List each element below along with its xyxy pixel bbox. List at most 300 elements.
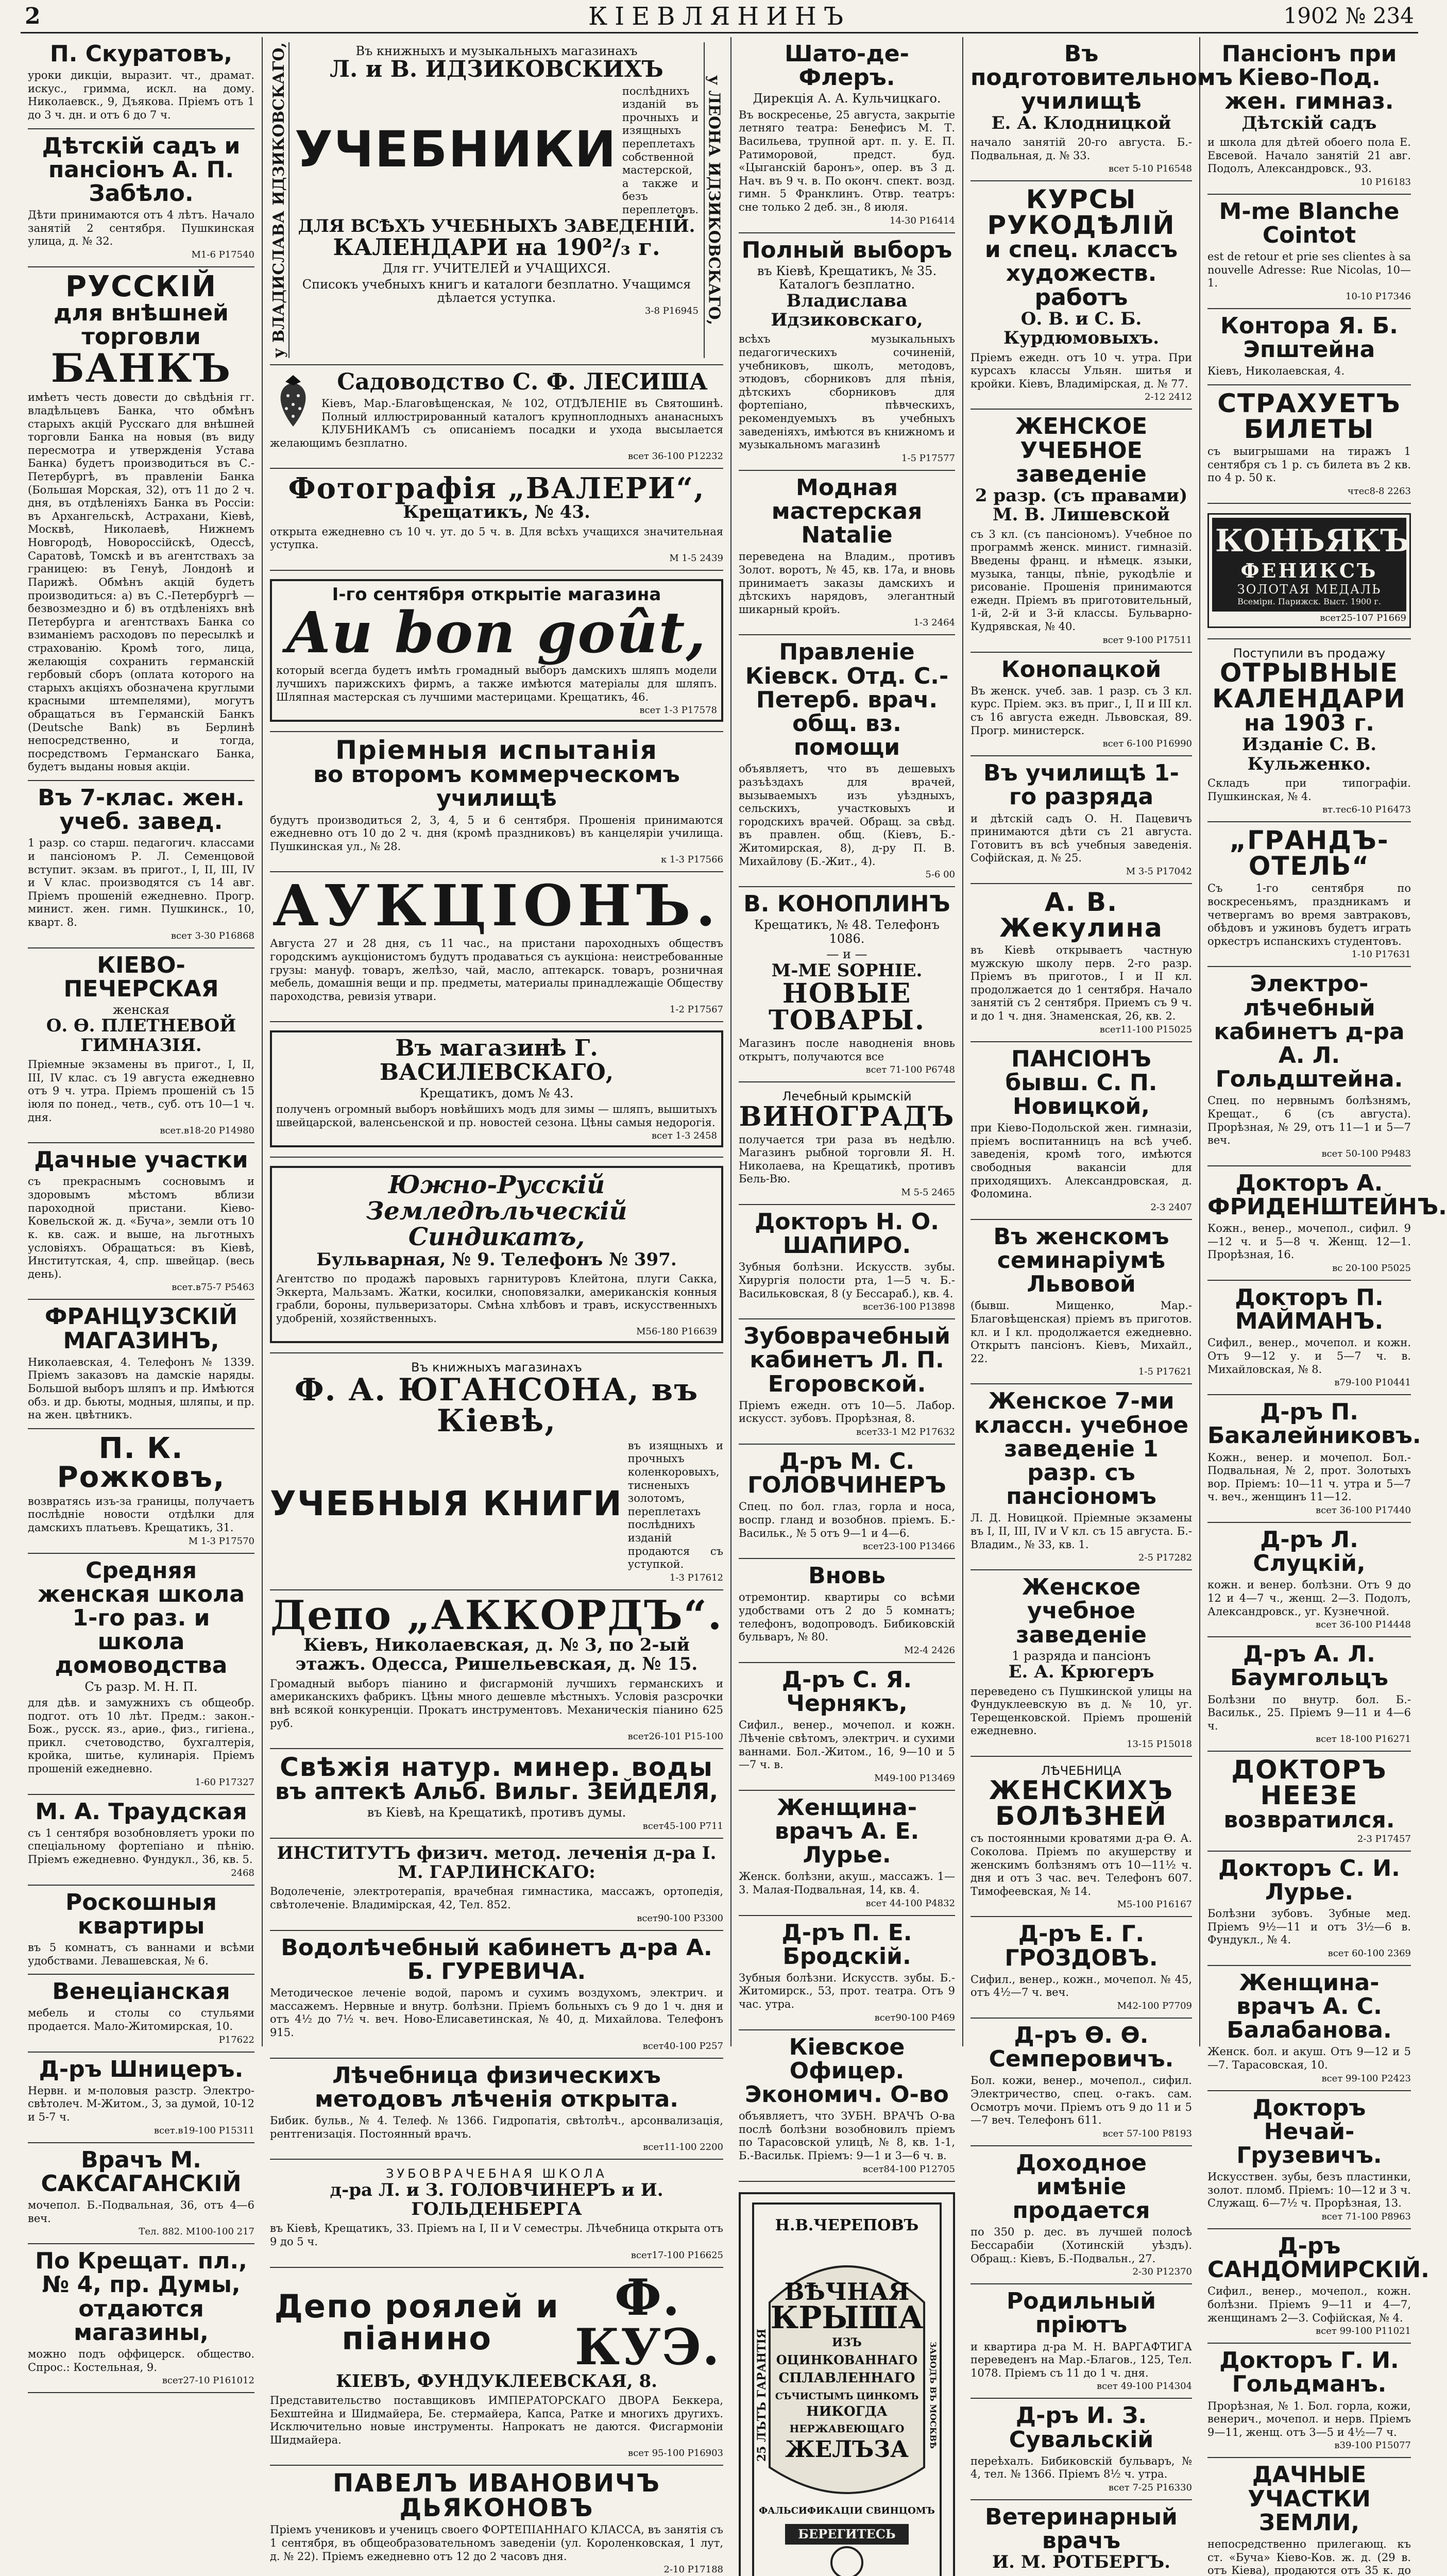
ad-text: Кіевъ, Мар.-Благовѣщенская, № 102, ОТДѢЛЕНІЕ въ Святошинѣ. Полный иллюстрированный каталогъ крупноплодныхъ ананасныхъ КЛУБНИКАМЪ съ описаніемъ посадки и ухода высылается желающимъ безплатно. — [270, 397, 723, 449]
strawberry-icon — [270, 372, 316, 429]
ad-code: 1-3 Р17612 — [669, 1572, 723, 1583]
ad-block — [971, 37, 1233, 181]
ad-text: и школа для дѣтей обоего пола Е. Евсевой. Начало занятій 21 авг. Подолъ, Александровск., 93. — [1207, 135, 1411, 175]
ad-heading: Пансіонъ при Кіево-Под. жен. гимназ. — [1221, 41, 1397, 115]
ad-text: и дѣтскій садъ О. Н. Пацевичъ принимаются дѣти съ 21 августа. Готовитъ въ всѣ учебныя заведенія. Софійская, д. № 25. — [971, 812, 1192, 865]
ad-block — [28, 129, 254, 267]
ad-heading: И. М. РОТБЕРГЪ. — [992, 2552, 1170, 2573]
ad-line: Для гг. УЧИТЕЛЕЙ и УЧАЩИХСЯ. — [382, 261, 611, 276]
ad-heading: Д-ръ САНДОМИРСКІЙ. — [1207, 2232, 1429, 2283]
ad-johanson-books — [270, 1353, 723, 1590]
ad-heading: Д-ръ М. С. ГОЛОВЧИНЕРЪ — [747, 1448, 946, 1499]
ad-code: всет 57-100 Р8193 — [1102, 2128, 1192, 2139]
masthead — [21, 0, 1418, 33]
ad-text: Бол. кожи, венер., мочепол., сифил. Электричество, спец. о-гакъ. сам. Осмотръ мочи. Пріемъ отъ 9 до 11 и 5—7 веч. Телефонъ 611. — [971, 2074, 1192, 2127]
ad-heading: Въ 7-клас. жен. учеб. завед. — [38, 785, 245, 835]
ad-heading: Докторъ Г. И. Гольдманъ. — [1219, 2347, 1399, 2398]
ad-text: открыта ежедневно съ 10 ч. ут. до 5 ч. в. Для всѣхъ учащихся значительная уступка. — [270, 525, 723, 551]
ad-text: который всегда будетъ имѣть громадный выборъ дамскихъ шляпъ модели лучшихъ парижскихъ фирмъ, а также имѣются матеріалы для шляпъ. Шляпная мастерская съ лучшими мастерицами. Крещатикъ, 46. — [276, 664, 717, 703]
ad-heading: Д-ръ П. Бакалейниковъ. — [1207, 1399, 1421, 1449]
ad-code: 1-5 Р17577 — [901, 452, 955, 464]
ad-accord-depot — [270, 1590, 723, 1749]
ad-block — [28, 37, 254, 129]
ad-text: получается три раза въ недѣлю. Магазинъ рыбной торговли Я. Н. Николаева, на Крещатикѣ, противъ Бель-Вю. — [739, 1133, 955, 1185]
ad-code: М42-100 Р7709 — [1117, 2001, 1192, 2012]
ad-big-word: Au bon goût, — [286, 599, 707, 666]
columns — [21, 37, 1447, 2576]
ad-text: Пріемъ ежедн. отъ 10—5. Лабор. искусст. зубовъ. Прорѣзная, 8. — [739, 1399, 955, 1425]
ad-text: по 350 р. дес. въ лучшей полосѣ Бессарабіи (Хотинскій уѣздъ). Обращ.: Кіевъ, Б.-Подвальн., 27. — [971, 2226, 1192, 2265]
ad-code: М 1-5 2439 — [669, 552, 723, 564]
ad-block — [739, 1082, 955, 1205]
ad-big-word: „ГРАНДЪ-ОТЕЛЬ“ — [1229, 825, 1389, 882]
ad-block — [1207, 504, 1411, 639]
ad-code: 2-3 2407 — [1150, 1201, 1192, 1213]
ad-code: М2-4 2426 — [904, 1645, 955, 1656]
ad-heading: Д-ръ Е. Г. ГРОЗДОВЪ. — [1005, 1921, 1158, 1971]
ad-code: 1-10 Р17631 — [1351, 949, 1411, 960]
ad-big-word: КУРСЫ РУКОДѢЛІЙ — [987, 184, 1176, 241]
ad-heading: О. В. и С. Б. Курдюмовыхъ. — [1003, 308, 1160, 349]
ad-line: 1 разряда и пансіонъ — [1012, 1648, 1151, 1663]
ad-code: 2-12 2412 — [1145, 392, 1192, 403]
ad-code: всет 60-100 2369 — [1327, 1947, 1411, 1959]
ad-heading: Родильный пріютъ — [1007, 2288, 1156, 2338]
poster-text: ИЗЪ — [832, 2335, 862, 2349]
ad-heading: Женщина-врачъ А. С. Балабанова. — [1227, 1969, 1392, 2044]
ad-text: въ Кіевѣ, Крещатикъ, 33. Пріемъ на I, II и V семестры. Лѣчебница открыта отъ 9 до 5 ч. — [270, 2222, 723, 2248]
ad-text: въ 5 комнатъ, съ ваннами и всѣми удобствами. Левашевская, № 6. — [28, 1941, 254, 1967]
ad-heading: В. КОНОПЛИНЪ — [743, 891, 950, 918]
ad-text: 1 разр. со старш. педагогич. классами и пансіономъ Р. Л. Семенцовой вступит. экзам. въ пригот., I, II, III, IV и V клас. производятся съ 14 авг. Пріемъ прошеній ежедневно. Прогр. минист. жен. гимн. Пушкинск., 10, кварт. 8. — [28, 837, 254, 929]
ad-heading: ДЛЯ ВСѢХЪ УЧЕБНЫХЪ ЗАВЕДЕНІЙ. — [298, 215, 695, 236]
ad-heading: Женщина-врачъ А. Е. Лурье. — [774, 1794, 920, 1869]
ad-block — [739, 471, 955, 636]
ad-code: всет27-10 Р161012 — [162, 2375, 254, 2386]
ad-block — [1207, 385, 1411, 504]
ad-text: Прорѣзная, № 1. Бол. горла, кожи, венерич., мочепол. и нерв. Пріемъ 9—11, женщ. отъ 3—5 и 4½—7 ч. — [1207, 2399, 1411, 2438]
ad-line: Кіевъ, Николаевская, д. № 3, по 2-ый этажъ. Одесса, Ришельевская, д. № 15. — [295, 1634, 698, 1675]
ad-code: всет.в75-7 Р5463 — [172, 1282, 254, 1293]
ad-block — [1207, 2458, 1411, 2576]
ad-code: 1-2 Р17567 — [669, 1004, 723, 1015]
ad-text: кожн. и венер. болѣзни. Отъ 9 до 12 и 4—7 ч., женщ. 2—3. Подолъ, Александровск., уг. Кузнечной. — [1207, 1579, 1411, 1618]
ad-text: Сифил., венер., мочепол. и кожн. Отъ 9—12 у. и 5—7 ч. в. Михайловская, № 8. — [1207, 1336, 1411, 1376]
poster-text: НЕРЖАВЕЮЩАГО — [789, 2422, 905, 2435]
ad-heading: Д-ръ С. Я. Чернякъ, — [781, 1666, 912, 1717]
ad-heading: Электро-лѣчебный кабинетъ д-ра А. Л. Гольдштейна. — [1214, 971, 1405, 1093]
ad-code: М5-100 Р16167 — [1117, 1899, 1192, 1910]
ad-block — [739, 1916, 955, 2030]
ad-text: переведена на Владим., противъ Золот. воротъ, № 45, кв. 17а, и вновь принимаетъ заказы дамскихъ и дѣтскихъ нарядовъ, элегантный шикарный кройъ. — [739, 550, 955, 616]
ad-heading: КІЕВО-ПЕЧЕРСКАЯ — [63, 952, 219, 1002]
ad-text: Кожн., венер. и мочепол. Бол.-Подвальная, № 2, прот. Золотыхъ вор. Пріемъ: 10—11 ч. утра и 5—7 ч. веч., женщинъ 11—12. — [1207, 1451, 1411, 1503]
ad-text: (бывш. Мищенко, Мар.-Благовѣщенская) пріемъ въ приготов. кл. и I кл. продолжается ежедневно. Открытъ пансіонъ. Кіевъ, Михайл., 22. — [971, 1299, 1192, 1365]
ad-text: непосредственно прилегающ. къ ст. «Буча» Кіево-Ков. ж. д. (29 в. отъ Кіева), продаются отъ 35 к. до — [1207, 2537, 1411, 2576]
cognac-t3: ЗОЛОТАЯ МЕДАЛЬ — [1237, 582, 1382, 597]
ad-block — [28, 781, 254, 948]
ad-commercial-school — [270, 732, 723, 872]
ad-block — [28, 2053, 254, 2143]
ad-line: въ Кіевѣ, на Крещатикѣ, противъ думы. — [367, 1805, 626, 1820]
column-5 — [1200, 37, 1447, 2576]
ad-heading: ПАВЕЛЪ ИВАНОВИЧЪ ДЬЯКОНОВЪ — [333, 2469, 660, 2523]
ad-code: всет40-100 Р257 — [642, 2040, 723, 2052]
ad-code: всет26-101 Р15-100 — [627, 1731, 723, 1742]
ad-code: 1-60 Р17327 — [195, 1776, 254, 1788]
ad-heading: Д-ръ Ѳ. Ѳ. Семперовичъ. — [989, 2022, 1174, 2073]
ad-text: имѣетъ честь довести до свѣдѣнія гг. владѣльцевъ Банка, что обмѣнъ старыхъ акцій Русскаго для внѣшней торговли Банка на новыя (въ виду пересмотра и утвержденія Устава Банка) будетъ производиться въ С.-Петербургѣ, въ правленіи Банка (Большая Морская, 32), отъ 11 до 2 ч. дня, въ отдѣленіяхъ Банка въ Россіи: въ Архангельскѣ, Астрахани, Кіевѣ, Москвѣ, Николаевѣ, Нижнемъ Новгородѣ, Новороссійскѣ, Одессѣ, Саратовѣ, Томскѣ и въ агентствахъ за границею: въ Генуѣ, Лондонѣ и Парижѣ. Обмѣнъ акцій будетъ производиться: а) въ С.-Петербургѣ — безвозмездно и б) въ отдѣленіяхъ внѣ Петербурга и агентствахъ Банка со взиманіемъ расходовъ по пересылкѣ и страхованію. Кромѣ того, лица, желающія сохранить германскій гербовый сборъ (оплата которого на старыхъ акціяхъ обозначена круглыми красными штемпелями), могутъ обращаться въ Германскій Банкъ (Deutsche Bank) въ Берлинѣ непосредственно, и тогда, посредствомъ Германскаго Банка, будетъ выданы новыя акціи. — [28, 391, 254, 773]
ad-text: Л. Д. Новицкой. Пріемные экзамены въ I, II, III, IV и V кл. съ 15 августа. Б.-Владим., № 33, кв. 1. — [971, 1512, 1192, 1551]
poster-text: 25 ЛЪТЪ ГАРАНТІЯ — [755, 2328, 769, 2462]
ad-heading: КАЛЕНДАРИ на 190²/₃ г. — [333, 234, 660, 261]
ad-heading: Докторъ С. И. Лурье. — [1218, 1855, 1400, 1905]
ad-block — [28, 2143, 254, 2245]
cognac-ad — [1207, 513, 1411, 628]
ad-code: всет 95-100 Р16903 — [628, 2448, 723, 2459]
ad-text: Женск. болѣзни, акуш., массажъ. 1—3. Малая-Подвальная, 14, кв. 4. — [739, 1870, 955, 1896]
ad-block — [1207, 2229, 1429, 2344]
ad-heading: Ветеринарный врачъ — [985, 2504, 1178, 2554]
ad-line: въ Кіевѣ, Крещатикъ, № 35. Каталогъ безплатно. — [757, 263, 937, 292]
ad-line: Списокъ учебныхъ книгъ и каталоги безплатно. Учащимся дѣлается уступка. — [302, 277, 691, 306]
ad-text: начало занятій 20-го августа. Б.-Подвальная, д. № 33. — [971, 135, 1192, 162]
ad-heading: M-ME SOPHIE. — [771, 960, 923, 981]
poster-text: Н.В.ЧЕРЕПОВЪ — [775, 2216, 919, 2234]
poster-text: БЕРЕГИТЕСЬ — [798, 2526, 896, 2541]
ad-line: КІЕВЪ, ФУНДУКЛЕЕВСКАЯ, 8. — [336, 2370, 657, 2392]
ad-heading: Дѣтскій садъ — [1241, 112, 1377, 133]
ad-heading: Въ магазинѣ Г. ВАСИЛЕВСКАГО, — [379, 1035, 614, 1086]
ad-heading: Д-ръ И. З. Сувальскій — [1009, 2402, 1154, 2453]
ad-heading: Дѣтскій садъ и пансіонъ А. П. Забѣло. — [42, 132, 241, 207]
column-3 — [731, 37, 963, 2541]
ad-heading: П. Скуратовъ, — [49, 41, 233, 67]
ad-block — [1207, 822, 1411, 967]
ad-heading: Вновь — [808, 1563, 886, 1589]
ad-heading: Д-ръ А. Л. Баумгольцъ — [1230, 1641, 1388, 1691]
ad-line: Лечебный крымскій — [782, 1089, 912, 1104]
ad-block — [28, 1554, 254, 1795]
ad-heading: Д-ръ Шницеръ. — [39, 2056, 244, 2082]
ad-big-word: ДОКТОРЪ НЕЕЗЕ — [1231, 1755, 1387, 1811]
ad-garlinsky-institute — [270, 1839, 723, 1931]
ad-code: всет 1-3 Р17578 — [639, 705, 717, 716]
ad-kue-depot — [270, 2268, 723, 2466]
column-1 — [21, 37, 263, 2386]
ad-text: объявляетъ, что въ дешевыхъ разъѣздахъ для врачей, вызываемыхъ изъ уѣздныхъ, сельскихъ, участковыхъ и городскихъ врачей. Обращ. за свѣд. въ правлен. общ. (Кіевъ, Б.-Житомирская, 8), д-ру П. В. Михайлову (Б.-Жит., 4). — [739, 762, 955, 868]
ad-heading: По Крещат. пл., № 4, пр. Думы, отдаются магазины, — [35, 2248, 247, 2346]
ad-block — [1207, 1852, 1411, 1966]
poster-text: ОЦИНКОВАННАГО — [776, 2352, 918, 2367]
ad-text: въ Кіевѣ открываетъ частную мужскую школу перв. 2-го разр. Пріемъ въ приготов., I и II кл. продолжается до 1 сентября. Начало занятій съ 2 сентября. Приемъ съ 9 ч. и до 1 ч. дня. Знаменская, 26, кв. 2. — [971, 944, 1192, 1023]
ad-block — [28, 267, 254, 781]
ad-heading: Д-ръ П. Е. Бродскій. — [781, 1919, 912, 1970]
ad-heading: Дачные участки — [34, 1147, 248, 1174]
ad-heading: Правленіе Кіевск. Отд. С.-Петерб. врач. общ. вз. помощи — [745, 639, 949, 761]
ad-physical-clinic — [270, 2059, 723, 2160]
ad-code: всет 3-30 Р16868 — [171, 930, 254, 941]
ad-text: Методическое леченіе водой, паромъ и сухимъ воздухомъ, электрич. и массажемъ. Нервные и внутр. болѣзни. Пріемъ больныхъ съ 9 до 1 ч. дня и отъ 4½ до 7½ ч. веч. Ново-Елисаветинская, № 40, д. Михайлова. Телефонъ 915. — [270, 1987, 723, 2039]
ad-block — [28, 2244, 254, 2393]
ad-code: 3-8 Р16945 — [644, 306, 699, 317]
ad-block — [1207, 1637, 1411, 1752]
ad-code: всет90-100 Р469 — [874, 2012, 955, 2023]
ad-dental-school — [270, 2160, 723, 2267]
ad-text: возвратясь изъ-за границы, получаетъ послѣдніе новости отдѣлки для дамскихъ платьевъ. Крещатикъ, 31. — [28, 1495, 254, 1534]
ad-code: всет 18-100 Р16271 — [1316, 1734, 1411, 1745]
ad-code: 14-30 Р16414 — [890, 215, 955, 226]
ad-block — [1207, 195, 1411, 309]
ad-text: Магазинъ после наводненія вновь открытъ, получаются все — [739, 1037, 955, 1063]
ad-big-word: ВИНОГРАДЪ — [739, 1100, 955, 1132]
ad-code: 5-6 00 — [925, 869, 955, 880]
ad-code: 2-30 Р12370 — [1132, 2266, 1192, 2278]
ad-code: 10 Р16183 — [1360, 176, 1411, 188]
ad-text: Спец. по бол. глаз, горла и носа, воспр. гланд и возобнов. пріемъ. Б.-Васильк., № 5 отъ 9—1 и 4—6. — [739, 1500, 955, 1539]
ad-text: Бибик. бульв., № 4. Телеф. № 1366. Гидропатія, свѣтолѣч., арсонвализація, рентгенизація. Постоянный врачъ. — [270, 2114, 723, 2140]
ad-code: 2-5 Р17282 — [1138, 1552, 1192, 1564]
ad-block — [971, 181, 1192, 410]
ad-line: ЗУБОВРАЧЕБНАЯ ШКОЛА — [386, 2166, 607, 2181]
ad-code: в39-100 Р15077 — [1334, 2440, 1411, 2451]
ad-auction — [270, 872, 723, 1022]
ad-heading: Въ женскомъ семинаріумѣ Львовой — [993, 1223, 1169, 1298]
ad-big-word: П. К. Рожковъ, — [57, 1431, 226, 1494]
ad-heading: Роскошныя квартиры — [65, 1889, 217, 1939]
ad-code: всет 50-100 Р9483 — [1321, 1148, 1411, 1159]
poster-text: ВѢЧНАЯ — [784, 2277, 910, 2306]
ad-code: всет 71-100 Р6748 — [865, 1064, 955, 1076]
ad-code: всет84-100 Р12705 — [862, 2163, 955, 2175]
ad-code: Тел. 882. М100-100 217 — [139, 2226, 254, 2238]
ad-heading: Фотографія „ВАЛЕРИ“, — [288, 471, 705, 506]
ad-block — [971, 1384, 1192, 1570]
ad-big-word: ОТРЫВНЫЕ КАЛЕНДАРИ — [1212, 658, 1406, 714]
ad-heading: Докторъ А. ФРИДЕНШТЕЙНЪ. — [1207, 1170, 1447, 1220]
ad-line: І-го сентября открытіе магазина — [332, 584, 661, 605]
ad-heading: ПАНСІОНЪ бывш. С. П. Новицкой, — [1005, 1045, 1157, 1120]
ad-block — [28, 948, 254, 1144]
ad-code: М 3-5 Р17042 — [1126, 866, 1192, 877]
ad-text: съ 1 сентября возобновляетъ уроки по спеціальному фортепіано и пѣнію. Пріемъ ежедневно. Фундукл., 36, кв. 5. — [28, 1826, 254, 1866]
ad-text: переѣхалъ. Бибиковскій бульваръ, № 4, тел. № 1366. Пріемъ 8½ ч. утра. — [971, 2454, 1192, 2481]
ad-block — [971, 1917, 1192, 2019]
ad-syndicate — [270, 1158, 723, 1353]
cognac-t4: Всемірн. Парижск. Выст. 1900 г. — [1237, 596, 1381, 606]
ad-line: Крещатикъ, домъ № 43. — [419, 1086, 574, 1100]
ad-heading: ФРАНЦУЗСКІЙ МАГАЗИНЪ, — [44, 1303, 238, 1354]
ad-au-bon-gout — [270, 571, 723, 732]
ad-big-word: ЖЕНСКИХЪ БОЛѢЗНЕЙ — [989, 1775, 1174, 1832]
ad-block — [971, 410, 1192, 652]
ad-text: Съ 1-го сентября по воскресеньямъ, праздникамъ и четвергамъ во время завтраковъ, обѣдовъ и ужиновъ будетъ играть оркестръ испанскихъ студентовъ. — [1207, 882, 1411, 947]
ad-heading: Изданіе С. В. Кульженко. — [1241, 734, 1377, 774]
column-4 — [963, 37, 1233, 2573]
ad-code: М 1-3 Р17570 — [188, 1535, 254, 1547]
ad-code: всет 9-100 Р17511 — [1102, 634, 1192, 646]
ad-big-word: НОВЫЕ ТОВАРЫ. — [769, 978, 925, 1037]
ad-text: уроки дикціи, выразит. чт., драмат. искус., гримма, искл. на дому. Николаевск., 9, Дъякова. Пріемъ отъ 1 до 3 ч. дн. и отъ 6 до 7 ч. — [28, 69, 254, 122]
ad-block — [739, 2030, 955, 2182]
ad-block — [739, 1559, 955, 1663]
ad-block — [971, 653, 1192, 757]
poster-text: ЗАВОДЪ ВЪ МОСКВѢ — [928, 2341, 938, 2449]
ad-code: 2468 — [231, 1867, 254, 1878]
ad-big-word: АУКЦІОНЪ. — [273, 872, 721, 939]
ad-big-word: УЧЕБНЫЯ КНИГИ — [270, 1483, 623, 1523]
ad-text: Агентство по продажѣ паровыхъ гарнитуровъ Клейтона, плуги Сакка, Эккерта, Мальзамъ. Жатки, косилки, сноповязалки, американскія конныя грабли, бороны, пульверизаторы. Смѣна хлѣбовъ и травъ, искусственныхъ удобреній, хозяйственныхъ. — [276, 1272, 717, 1325]
ad-code: всет36-100 Р13898 — [862, 1301, 955, 1313]
ad-code: всет33-1 М2 Р17632 — [856, 1427, 955, 1438]
poster-text: ФАЛЬСИФИКАЦІИ СВИНЦОМЪ — [759, 2505, 935, 2516]
poster-text: НИКОГДА — [806, 2403, 888, 2419]
ad-code: М1-6 Р17540 — [191, 249, 254, 261]
ad-dyakonov — [270, 2466, 723, 2576]
ad-block — [739, 1445, 955, 1559]
ad-heading: Ф. А. ЮГАНСОНА, въ Кіевѣ, — [294, 1371, 699, 1439]
ad-heading: Докторъ П. МАЙМАНЪ. — [1235, 1284, 1384, 1335]
ad-code: всет 36-100 Р14448 — [1316, 1619, 1411, 1631]
ad-gurevich-cabinet — [270, 1931, 723, 2059]
ad-text: для дѣв. и замужнихъ съ общеобр. подгот. отъ 10 лѣт. Предм.: закон.-Бож., русск. яз., ариѳ., физ., гигіена., прикл. счетоводство, бухгалтерія, кройка, шитье, кулинарія. Пріемъ прошеній ежедневно. — [28, 1696, 254, 1775]
ad-block — [28, 1795, 254, 1886]
ad-code: 2-3 Р17457 — [1357, 1833, 1411, 1844]
ad-block — [739, 1205, 955, 1319]
ad-block — [971, 2146, 1192, 2284]
ad-code: 1-3 2464 — [913, 617, 955, 629]
ad-heading: Венеціанская — [52, 1978, 230, 2005]
ad-text: Сифил., венер., мочепол., кожн. болѣзни. Пріемъ 9—11 и 4—7, женщинамъ 2—3. Софійская, № 4. — [1207, 2285, 1411, 2324]
poster-text: СЪЧИСТЫМЪ ЦИНКОМЪ — [775, 2391, 919, 2402]
ad-block — [28, 1886, 254, 1975]
ad-text: всѣхъ музыкальныхъ педагогическихъ сочиненій, учебниковъ, школъ, методовъ, этюдовъ, сборниковъ для пѣнія, дѣтскихъ сборниковъ для фортепіано, пѣвческихъ, рекомендуемыхъ въ учебныхъ заведеніяхъ, имѣются въ книжномъ и музыкальномъ магазинѣ — [739, 333, 955, 451]
ad-block — [739, 1663, 955, 1791]
ad-block — [971, 2284, 1192, 2399]
ad-code: всет25-107 Р1669 — [1320, 612, 1406, 623]
ad-block — [739, 2182, 955, 2576]
ad-block — [971, 2399, 1192, 2500]
poster-text: ЖЕЛЪЗА — [785, 2436, 909, 2463]
ad-text: Пріемъ ежедн. отъ 10 ч. утра. При курсахъ классы Ульян. шитья и кройки. Кіевъ, Владимірская, д. № 77. — [971, 351, 1192, 390]
ad-text: Складъ при типографіи. Пушкинская, № 4. — [1207, 777, 1411, 803]
ad-heading: на 1903 г. — [1244, 710, 1374, 737]
ad-code: всет 6-100 Р16990 — [1102, 738, 1192, 750]
ad-text: будутъ производиться 2, 3, 4, 5 и 6 сентября. Прошенія принимаются ежедневно отъ 10 до 2 ч. дня (кромѣ праздниковъ) въ канцеляріи училища. Пушкинская ул., № 28. — [270, 814, 723, 853]
poster-text: КРЫША — [770, 2299, 924, 2336]
ad-code: М49-100 Р13469 — [874, 1772, 955, 1784]
ad-code: всет11-100 Р15025 — [1099, 1024, 1192, 1035]
ad-code: всет.в19-100 Р15311 — [154, 2125, 254, 2136]
ad-text: Громадный выборъ піанино и фисгармоній лучшихъ германскихъ и американскихъ фабрикъ. Цѣны много дешевле мѣстныхъ. Условія разсрочки внѣ всякой конкуренціи. Прокатъ инструментовъ. Механическія піанино 625 руб. — [270, 1677, 723, 1730]
ad-line: Въ книжныхъ магазинахъ — [411, 1360, 582, 1375]
ad-block — [28, 1429, 254, 1554]
ad-text: можно подъ оффицерск. общество. Спрос.: Костельная, 9. — [28, 2347, 254, 2374]
ad-big-word: Ф. КУЭ. — [574, 2268, 721, 2376]
ad-text: и квартира д-ра М. Н. ВАРГАФТИГА переведенъ на Мар.-Благов., 125, Тел. 1078. Пріемъ съ 11 до 1 ч. дня. — [971, 2340, 1192, 2379]
ad-text: Искусствен. зубы, безъ пластинки, золот. пломб. Пріемъ: 10—12 и 3 ч. Служащ. 6—7½ ч. Прорѣзная, 13. — [1207, 2171, 1411, 2210]
ad-heading: д-ра Л. и З. ГОЛОВЧИНЕРЪ и И. ГОЛЬДЕНБЕРГА — [330, 2179, 663, 2219]
ad-heading: Въ подготовительномъ училищѣ — [971, 41, 1233, 115]
ad-block — [971, 884, 1192, 1042]
ad-text: переведено съ Пушкинской улицы на Фундуклеевскую въ д. № 10, уг. Терещенковской. Пріемъ прошеній ежедневно. — [971, 1685, 1192, 1737]
ad-heading: Женское учебное заведеніе — [1016, 1574, 1147, 1648]
issue-number: 1902 № 234 — [1283, 3, 1414, 28]
ad-block — [1207, 1166, 1447, 1281]
ad-block — [1207, 1523, 1411, 1637]
ad-text: Николаевская, 4. Телефонъ № 1339. Пріемъ заказовъ на дамскіе наряды. Большой выборъ шляпъ и пр. Имѣются обз. и др. бьюты, модныя, шляпы, и пр. на жен. цвѣтникъ. — [28, 1355, 254, 1421]
ad-code: М 5-5 2465 — [901, 1187, 955, 1198]
poster-text: СПЛАВЛЕННАГО — [778, 2370, 915, 2386]
ad-heading: Д-ръ Л. Слуцкій, — [1253, 1527, 1366, 1577]
ad-text: съ постоянными кроватями д-ра Ѳ. А. Соколова. Пріемъ по акушерству и женскимъ болѣзнямъ отъ 10—11½ ч. дня и отъ 3 час. веч. Телефонъ 607. Тимофеевская, № 14. — [971, 1832, 1192, 1897]
ad-big-word: РУССКІЙ — [65, 270, 217, 304]
ad-text: Сифил., венер., мочепол. и кожн. Лѣченіе свѣтомъ, электрич. и сухими ваннами. Бол.-Житом., 16, 9—10 и 5—7 ч. в. — [739, 1719, 955, 1771]
ad-code: всет 1-3 2458 — [651, 1130, 717, 1142]
cognac-t1: КОНЬЯКЪ — [1215, 522, 1410, 559]
ad-big-word: СТРАХУЕТЪ БИЛЕТЫ — [1217, 388, 1401, 444]
ad-text: Въ воскресенье, 25 августа, закрытіе летняго театра: Бенефисъ М. Т. Васильева, трупной арт. п. у. Е. П. Ратиморовой, предст. буд. «Цыганскій баронъ», опер. въ 3 д. Нач. въ 9 ч. в. По оконч. спект. возд. гимн. 5 Франклинъ. Отвр. театръ: сне только 2 деб. зн., 8 июля. — [739, 108, 955, 214]
ad-block — [1207, 639, 1411, 823]
ad-heading: ЖЕНСКОЕ УЧЕБНОЕ заведеніе — [1015, 413, 1148, 487]
ad-text: Пріемъ учениковъ и ученицъ своего ФОРТЕПІАННАГО КЛАССА, въ занятія съ 1 сентября, въ общеобразовательномъ заведеніи (ул. Короленковская, 1 лут, д. № 22). Пріемъ ежедневно отъ 12 до 2 часовъ дня. — [270, 2523, 723, 2563]
ad-code: М56-180 Р16639 — [636, 1326, 717, 1337]
ad-heading: M-me Blanche Cointot — [1219, 198, 1400, 248]
ad-code: всет11-100 2200 — [643, 2142, 723, 2153]
ad-mineral-waters — [270, 1749, 723, 1839]
column-2 — [263, 37, 731, 2575]
ad-lesish-garden — [270, 365, 723, 469]
ad-text: послѣднихъ изданій въ прочныхъ и изящныхъ переплетахъ собственной мастерской, а также и безъ переплетовъ. — [622, 84, 699, 216]
ad-block — [739, 635, 955, 887]
ad-heading: Врачъ М. САКСАГАНСКІЙ — [41, 2146, 242, 2197]
ad-text: въ изящныхъ и прочныхъ коленкоровыхъ, тисненыхъ золотомъ, переплетахъ послѣднихъ изданій продаются съ уступкой. — [627, 1439, 723, 1571]
ad-text: Болѣзни зубовъ. Зубные мед. Пріемъ 9½—11 и отъ 3½—6 в. Фундукл., № 4. — [1207, 1907, 1411, 1946]
ad-heading: Конопацкой — [1001, 656, 1162, 683]
ad-code: всет 71-100 Р8963 — [1321, 2211, 1411, 2222]
ad-valeri-photo — [270, 469, 723, 571]
ad-block — [971, 2019, 1192, 2146]
ad-block — [1207, 1281, 1411, 1395]
ad-heading: Докторъ Н. О. ШАПИРО. — [755, 1209, 939, 1259]
ad-text: Зубныя болѣзни. Искусств. зубы. Хирургія полости рта, 1—5 ч. Б.-Васильковская, 8 (у Бессараб.), кв. 4. — [739, 1261, 955, 1300]
ad-heading: 2 разр. (съ правами) М. В. Лишевской — [975, 485, 1188, 526]
ad-text: съ 3 кл. (съ пансіономъ). Учебное по программѣ женск. минист. гимназій. Введены франц. и нѣмецк. языки, музыка, танцы, пѣніе, рукодѣліе и рисованіе. Прошенія принимаются ежедн. Пріемъ въ приготовительный, 1-й, 2-й и 3-й классы. Бульварно-Кудрявская, № 40. — [971, 528, 1192, 633]
ad-code: 10-10 Р17346 — [1346, 291, 1411, 302]
ad-line: ГИМНАЗІЯ. — [80, 1035, 202, 1056]
ad-code: 13-15 Р15018 — [1127, 1739, 1192, 1750]
ad-heading: Садоводство С. Ф. ЛЕСИША — [337, 368, 708, 395]
ad-code: вт.тес6-10 Р16473 — [1322, 804, 1411, 816]
ad-heading: Модная мастерская Natalie — [771, 474, 923, 549]
ad-line: — и — — [826, 947, 867, 962]
ad-code: к 1-3 Р17566 — [660, 854, 723, 866]
ad-code: всет 36-100 Р12232 — [628, 451, 723, 462]
ad-text: съ выигрышами на тиражъ 1 сентября съ 1 р. съ билета въ 2 кв. по 4 р. 50 к. — [1207, 445, 1411, 484]
ad-heading: ИНСТИТУТЪ физич. метод. леченія д-ра І. М. ГАРЛИНСКАГО: — [277, 1842, 717, 1883]
ad-block — [739, 233, 955, 471]
ad-line: Крещатикъ, № 48. Телефонъ 1086. — [754, 918, 940, 946]
ad-block — [1207, 1966, 1411, 2091]
ad-text: объявляетъ, что ЗУБН. ВРАЧЪ О-ва послѣ болѣзни возобновилъ пріемъ по Тарасовской улицѣ, № 8, кв. 1-1, Б.-Васильк. Пріемъ: 9—1 и 3—6 ч. в. — [739, 2110, 955, 2162]
ad-heading: во второмъ коммерческомъ училищѣ — [313, 761, 680, 812]
ad-heading: Контора Я. Б. Эпштейна — [1220, 312, 1398, 363]
ad-code: всет90-100 Р3300 — [637, 1912, 723, 1924]
ad-heading: Полный выборъ — [741, 236, 952, 263]
ad-heading: Е. А. Клодницкой — [991, 112, 1171, 133]
ad-vasilevsky — [270, 1022, 723, 1158]
ad-block — [28, 1143, 254, 1300]
